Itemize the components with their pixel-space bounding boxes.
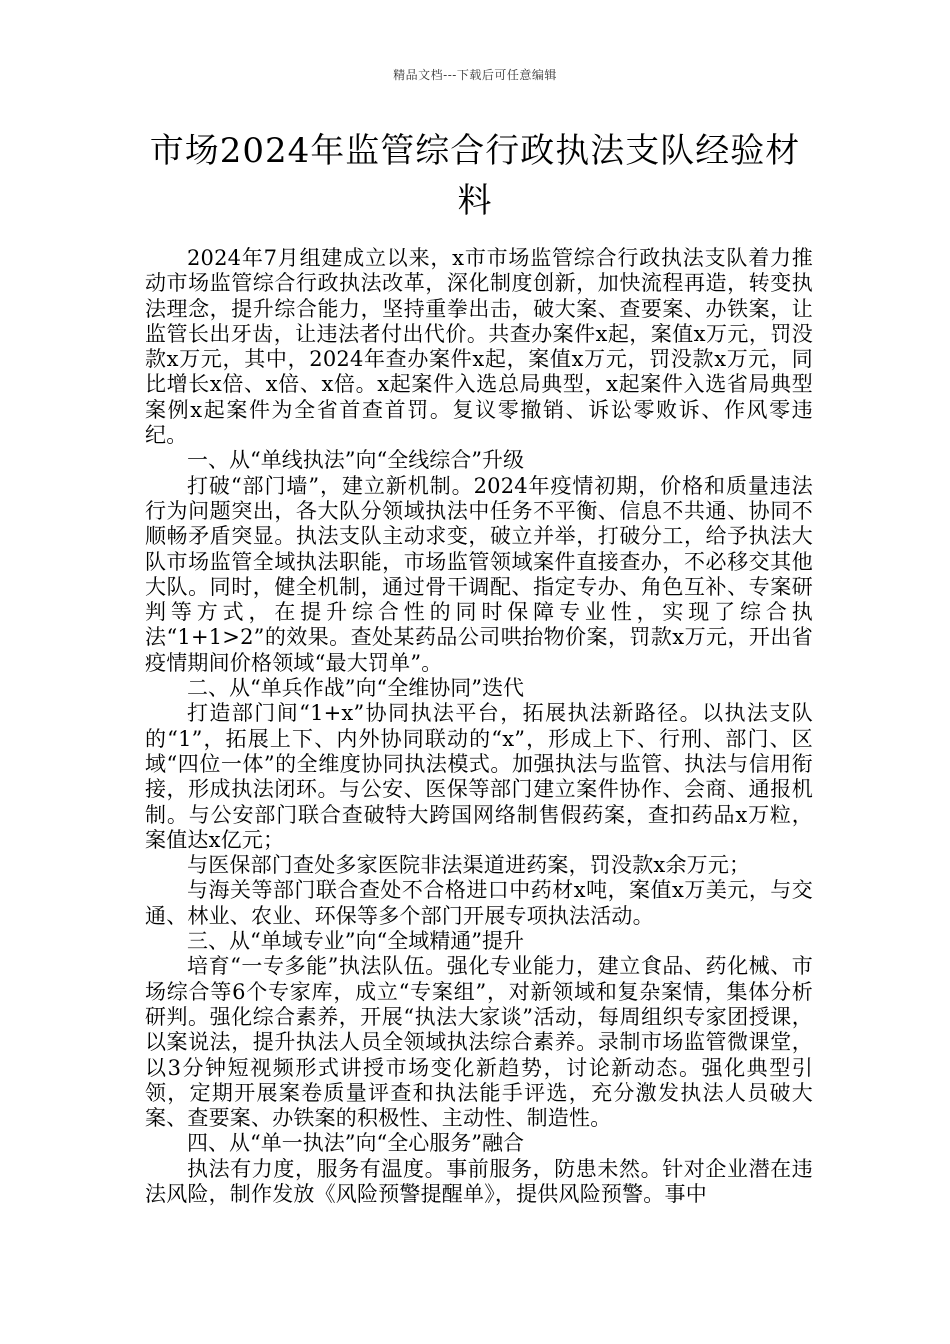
section-heading-3: 三、从“单域专业”向“全域精通”提升: [187, 929, 524, 954]
paragraph: 培育“一专多能”执法队伍。强化专业能力，建立食品、药化械、市场综合等6个专家库，成立“专案组”，对新领域和复杂案情，集体分析研判。强化综合素养，开展“执法大家谈”活动，每周组织专家团授课，以案说法，提升执法人员全领域执法综合素养。录制市场监管微课堂，以3分钟短视频形式讲授市场变化新趋势，讨论新动态。强化典型引领，定期开展案卷质量评查和执法能手评选，充分激发执法人员破大案、查要案、办铁案的积极性、主动性、制造性。: [145, 954, 813, 1131]
running-header: 精品文档---下载后可任意编辑: [393, 68, 557, 82]
paragraph-intro: 2024年7月组建成立以来，x市市场监管综合行政执法支队着力推动市场监管综合行政执法改革，深化制度创新，加快流程再造，转变执法理念，提升综合能力，坚持重拳出击，破大案、查要案、办铁案，让监管长出牙齿，让违法者付出代价。共查办案件x起，案值x万元，罚没款x万元，其中，2024年查办案件x起，案值x万元，罚没款x万元，同比增长x倍、x倍、x倍。x起案件入选总局典型，x起案件入选省局典型案例x起案件为全省首查首罚。复议零撤销、诉讼零败诉、作风零违纪。: [145, 246, 813, 448]
paragraph: 与医保部门查处多家医院非法渠道进药案，罚没款x余万元；: [187, 853, 751, 878]
section-heading-1: 一、从“单线执法”向“全线综合”升级: [187, 448, 524, 473]
document-title: 市场2024年监管综合行政执法支队经验材料: [149, 131, 801, 221]
paragraph: 执法有力度，服务有温度。事前服务，防患未然。针对企业潜在违法风险，制作发放《风险预警提醒单》，提供风险预警。事中: [145, 1156, 813, 1206]
document-body: [145, 246, 813, 1207]
paragraph: 打破“部门墙”，建立新机制。2024年疫情初期，价格和质量违法行为问题突出，各大队分领域执法中任务不平衡、信息不共通、协同不顺畅矛盾突显。执法支队主动求变，破立并举，打破分工，给予执法大队市场监管全域执法职能，市场监管领域案件直接查办，不必移交其他大队。同时，健全机制，通过骨干调配、指定专办、角色互补、专案研判等方式，在提升综合性的同时保障专业性，实现了综合执法“1+1>2”的效果。查处某药品公司哄抬物价案，罚款x万元，开出省疫情期间价格领域“最大罚单”。: [145, 473, 813, 675]
paragraph: 打造部门间“1+x”协同执法平台，拓展执法新路径。以执法支队的“1”，拓展上下、内外协同联动的“x”，形成上下、行刑、部门、区域“四位一体”的全维度协同执法模式。加强执法与监管、执法与信用衔接，形成执法闭环。与公安、医保等部门建立案件协作、会商、通报机制。与公安部门联合查破特大跨国网络制售假药案，查扣药品x万粒，案值达x亿元；: [145, 701, 813, 852]
paragraph: 与海关等部门联合查处不合格进口中药材x吨，案值x万美元，与交通、林业、农业、环保等多个部门开展专项执法活动。: [145, 878, 813, 928]
section-heading-2: 二、从“单兵作战”向“全维协同”迭代: [187, 676, 524, 701]
section-heading-4: 四、从“单一执法”向“全心服务”融合: [187, 1131, 524, 1156]
